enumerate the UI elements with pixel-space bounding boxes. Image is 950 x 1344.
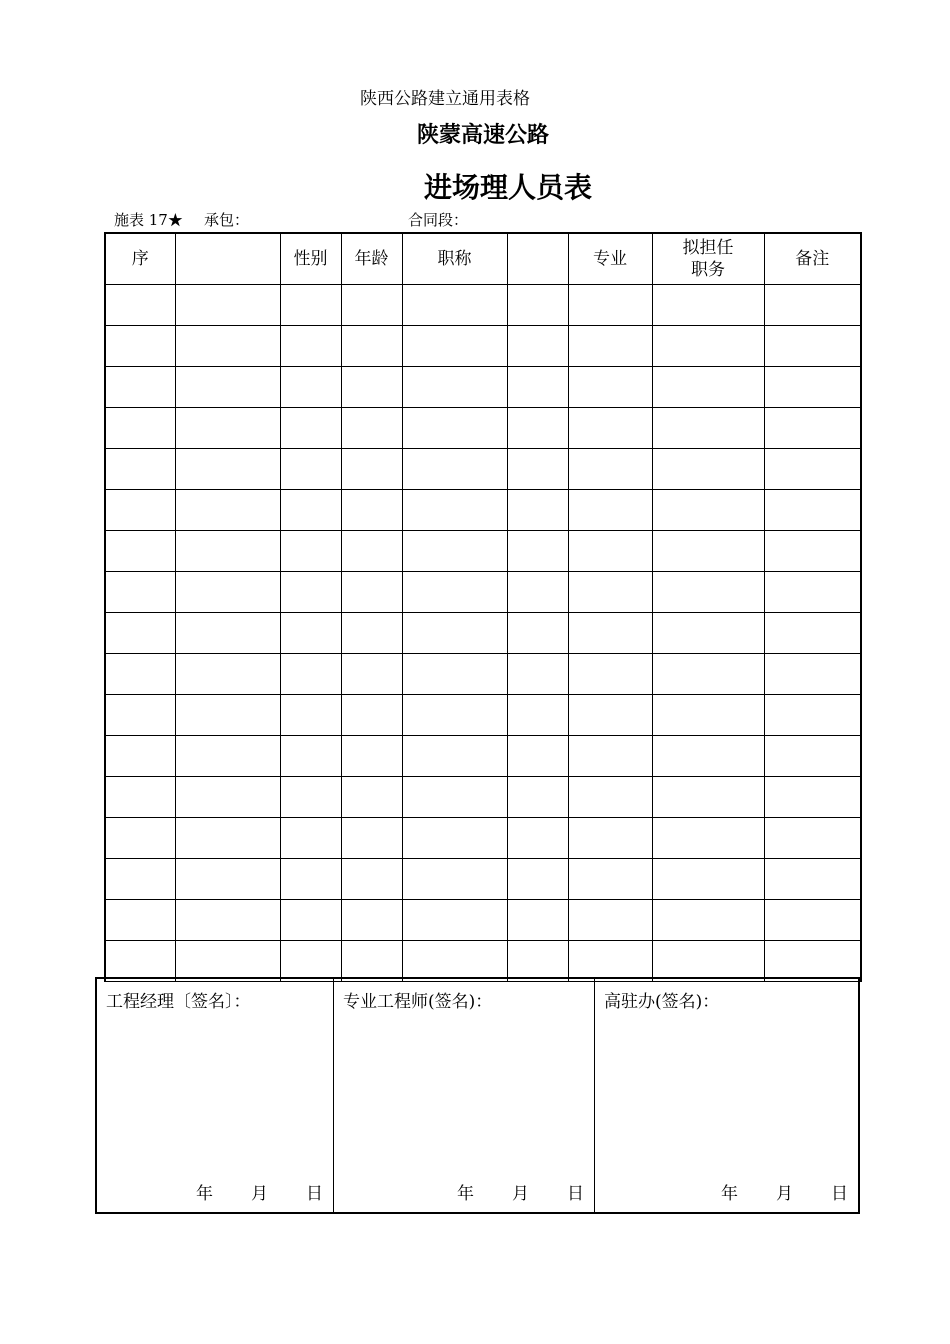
table-row	[105, 859, 861, 900]
table-cell[interactable]	[402, 859, 507, 900]
table-cell[interactable]	[175, 777, 280, 818]
table-cell[interactable]	[175, 326, 280, 367]
table-cell[interactable]	[507, 900, 568, 941]
table-cell[interactable]	[507, 490, 568, 531]
table-cell[interactable]	[402, 900, 507, 941]
table-cell[interactable]	[175, 736, 280, 777]
table-cell[interactable]	[105, 859, 175, 900]
table-cell[interactable]	[764, 531, 861, 572]
header-name	[175, 233, 280, 285]
table-cell[interactable]	[175, 941, 280, 982]
table-cell[interactable]	[402, 531, 507, 572]
table-cell[interactable]	[507, 531, 568, 572]
table-cell[interactable]	[280, 900, 341, 941]
table-cell[interactable]	[280, 449, 341, 490]
table-cell[interactable]	[105, 695, 175, 736]
table-cell[interactable]	[507, 818, 568, 859]
contractor-label: 承包：	[204, 211, 250, 229]
table-cell[interactable]	[568, 531, 652, 572]
signature-project-manager	[97, 979, 333, 1212]
table-cell[interactable]	[402, 818, 507, 859]
table-cell[interactable]	[105, 367, 175, 408]
table-cell[interactable]	[402, 736, 507, 777]
table-cell[interactable]	[402, 367, 507, 408]
table-cell[interactable]	[568, 941, 652, 982]
table-cell[interactable]	[402, 613, 507, 654]
header-gender: 性别	[280, 233, 341, 285]
table-cell[interactable]	[402, 777, 507, 818]
table-row	[105, 531, 861, 572]
table-cell[interactable]	[280, 285, 341, 326]
contract-section-label: 合同段：	[408, 211, 469, 229]
table-cell[interactable]	[341, 572, 402, 613]
table-cell[interactable]	[175, 613, 280, 654]
table-cell[interactable]	[652, 818, 764, 859]
table-cell[interactable]	[341, 613, 402, 654]
table-row	[105, 449, 861, 490]
table-cell[interactable]	[402, 408, 507, 449]
table-cell[interactable]	[402, 941, 507, 982]
table-cell[interactable]	[105, 941, 175, 982]
table-cell[interactable]	[341, 859, 402, 900]
table-cell[interactable]	[568, 408, 652, 449]
table-cell[interactable]	[341, 531, 402, 572]
top-caption: 陕西公路建立通用表格	[360, 89, 530, 109]
table-cell[interactable]	[105, 613, 175, 654]
table-cell[interactable]	[652, 777, 764, 818]
table-cell[interactable]	[507, 777, 568, 818]
table-cell[interactable]	[652, 941, 764, 982]
document-subtitle: 陕蒙高速公路	[416, 123, 549, 148]
table-cell[interactable]	[402, 490, 507, 531]
table-cell[interactable]	[175, 367, 280, 408]
table-cell[interactable]	[341, 285, 402, 326]
table-cell[interactable]	[568, 736, 652, 777]
table-cell[interactable]	[568, 326, 652, 367]
table-cell[interactable]	[175, 654, 280, 695]
table-cell[interactable]	[764, 613, 861, 654]
table-row	[105, 818, 861, 859]
table-cell[interactable]	[764, 367, 861, 408]
table-cell[interactable]	[764, 408, 861, 449]
table-cell[interactable]	[175, 572, 280, 613]
table-cell[interactable]	[105, 777, 175, 818]
table-cell[interactable]	[507, 367, 568, 408]
table-cell[interactable]	[105, 531, 175, 572]
table-cell[interactable]	[105, 408, 175, 449]
table-cell[interactable]	[764, 900, 861, 941]
table-cell[interactable]	[652, 736, 764, 777]
table-cell[interactable]	[341, 367, 402, 408]
table-cell[interactable]	[402, 572, 507, 613]
table-cell[interactable]	[568, 613, 652, 654]
signature-label: 工程经理〔签名〕：	[106, 992, 251, 1012]
table-row	[105, 285, 861, 326]
table-cell[interactable]	[652, 859, 764, 900]
signature-resident-office	[594, 979, 858, 1212]
header-specialty: 专业	[568, 233, 652, 285]
table-cell[interactable]	[507, 285, 568, 326]
table-cell[interactable]	[175, 449, 280, 490]
table-cell[interactable]	[507, 572, 568, 613]
table-cell[interactable]	[568, 859, 652, 900]
table-cell[interactable]	[280, 695, 341, 736]
table-cell[interactable]	[764, 941, 861, 982]
table-cell[interactable]	[175, 859, 280, 900]
table-cell[interactable]	[280, 859, 341, 900]
table-cell[interactable]	[175, 818, 280, 859]
table-cell[interactable]	[280, 367, 341, 408]
table-cell[interactable]	[652, 285, 764, 326]
table-cell[interactable]	[764, 490, 861, 531]
header-title: 职称	[402, 233, 507, 285]
table-cell[interactable]	[280, 531, 341, 572]
table-cell[interactable]	[341, 695, 402, 736]
table-cell[interactable]	[652, 695, 764, 736]
table-row	[105, 367, 861, 408]
table-cell[interactable]	[764, 285, 861, 326]
table-cell[interactable]	[764, 818, 861, 859]
table-row	[105, 408, 861, 449]
table-row	[105, 777, 861, 818]
table-cell[interactable]	[652, 367, 764, 408]
table-cell[interactable]	[507, 408, 568, 449]
table-cell[interactable]	[175, 900, 280, 941]
table-cell[interactable]	[652, 613, 764, 654]
table-cell[interactable]	[764, 326, 861, 367]
table-cell[interactable]	[280, 654, 341, 695]
header-age: 年龄	[341, 233, 402, 285]
table-cell[interactable]	[507, 613, 568, 654]
signature-label: 专业工程师(签名)：	[343, 992, 493, 1012]
table-cell[interactable]	[764, 572, 861, 613]
table-row	[105, 900, 861, 941]
table-cell[interactable]	[402, 449, 507, 490]
table-cell[interactable]	[764, 449, 861, 490]
table-cell[interactable]	[764, 654, 861, 695]
table-cell[interactable]	[341, 777, 402, 818]
signature-specialist-engineer	[333, 979, 594, 1212]
table-cell[interactable]	[105, 818, 175, 859]
table-cell[interactable]	[652, 900, 764, 941]
table-cell[interactable]	[568, 900, 652, 941]
table-cell[interactable]	[341, 326, 402, 367]
table-cell[interactable]	[402, 695, 507, 736]
table-cell[interactable]	[280, 408, 341, 449]
header-proposed-position: 拟担任 职务	[652, 233, 764, 285]
table-cell[interactable]	[568, 654, 652, 695]
table-cell[interactable]	[105, 326, 175, 367]
table-row	[105, 654, 861, 695]
table-cell[interactable]	[341, 900, 402, 941]
signature-section	[95, 977, 860, 1214]
table-cell[interactable]	[341, 736, 402, 777]
table-cell[interactable]	[402, 285, 507, 326]
table-cell[interactable]	[507, 859, 568, 900]
table-cell[interactable]	[568, 572, 652, 613]
table-cell[interactable]	[175, 695, 280, 736]
table-cell[interactable]	[652, 326, 764, 367]
table-cell[interactable]	[280, 572, 341, 613]
table-cell[interactable]	[652, 531, 764, 572]
table-cell[interactable]	[280, 777, 341, 818]
table-cell[interactable]	[764, 777, 861, 818]
table-cell[interactable]	[764, 736, 861, 777]
personnel-table	[104, 232, 862, 982]
table-cell[interactable]	[652, 408, 764, 449]
table-cell[interactable]	[280, 490, 341, 531]
table-header-row	[105, 233, 861, 285]
table-cell[interactable]	[507, 941, 568, 982]
table-cell[interactable]	[175, 490, 280, 531]
table-cell[interactable]	[764, 859, 861, 900]
table-cell[interactable]	[568, 490, 652, 531]
table-row	[105, 695, 861, 736]
signature-date: 年 月 日	[457, 1184, 584, 1204]
table-body	[105, 285, 861, 982]
table-cell[interactable]	[507, 695, 568, 736]
document-title: 进场理人员表	[423, 171, 592, 204]
table-cell[interactable]	[568, 695, 652, 736]
table-row	[105, 736, 861, 777]
table-cell[interactable]	[105, 490, 175, 531]
table-cell[interactable]	[341, 654, 402, 695]
table-cell[interactable]	[568, 285, 652, 326]
table-cell[interactable]	[175, 531, 280, 572]
table-row	[105, 613, 861, 654]
table-row	[105, 941, 861, 982]
form-code: 施表 17★	[114, 211, 183, 229]
table-cell[interactable]	[652, 572, 764, 613]
header-blank	[507, 233, 568, 285]
table-cell[interactable]	[341, 490, 402, 531]
table-cell[interactable]	[507, 326, 568, 367]
table-cell[interactable]	[105, 572, 175, 613]
table-cell[interactable]	[105, 900, 175, 941]
table-cell[interactable]	[764, 695, 861, 736]
table-cell[interactable]	[175, 408, 280, 449]
table-cell[interactable]	[568, 818, 652, 859]
signature-date: 年 月 日	[721, 1184, 848, 1204]
table-cell[interactable]	[341, 408, 402, 449]
table-cell[interactable]	[652, 449, 764, 490]
table-cell[interactable]	[652, 654, 764, 695]
signature-date: 年 月 日	[196, 1184, 323, 1204]
table-cell[interactable]	[402, 654, 507, 695]
table-cell[interactable]	[280, 818, 341, 859]
table-cell[interactable]	[568, 367, 652, 408]
table-row	[105, 572, 861, 613]
table-cell[interactable]	[568, 777, 652, 818]
table-cell[interactable]	[280, 326, 341, 367]
table-cell[interactable]	[652, 490, 764, 531]
table-row	[105, 490, 861, 531]
table-cell[interactable]	[280, 613, 341, 654]
table-cell[interactable]	[341, 449, 402, 490]
table-cell[interactable]	[175, 285, 280, 326]
table-cell[interactable]	[507, 736, 568, 777]
table-cell[interactable]	[280, 941, 341, 982]
signature-label: 高驻办(签名)：	[604, 992, 720, 1012]
table-cell[interactable]	[568, 449, 652, 490]
table-cell[interactable]	[280, 736, 341, 777]
table-cell[interactable]	[105, 736, 175, 777]
table-cell[interactable]	[507, 654, 568, 695]
table-row	[105, 326, 861, 367]
table-cell[interactable]	[105, 654, 175, 695]
header-remarks: 备注	[764, 233, 861, 285]
table-cell[interactable]	[105, 285, 175, 326]
table-cell[interactable]	[105, 449, 175, 490]
table-cell[interactable]	[507, 449, 568, 490]
table-cell[interactable]	[341, 941, 402, 982]
table-cell[interactable]	[341, 818, 402, 859]
table-cell[interactable]	[402, 326, 507, 367]
header-index: 序	[105, 233, 175, 285]
